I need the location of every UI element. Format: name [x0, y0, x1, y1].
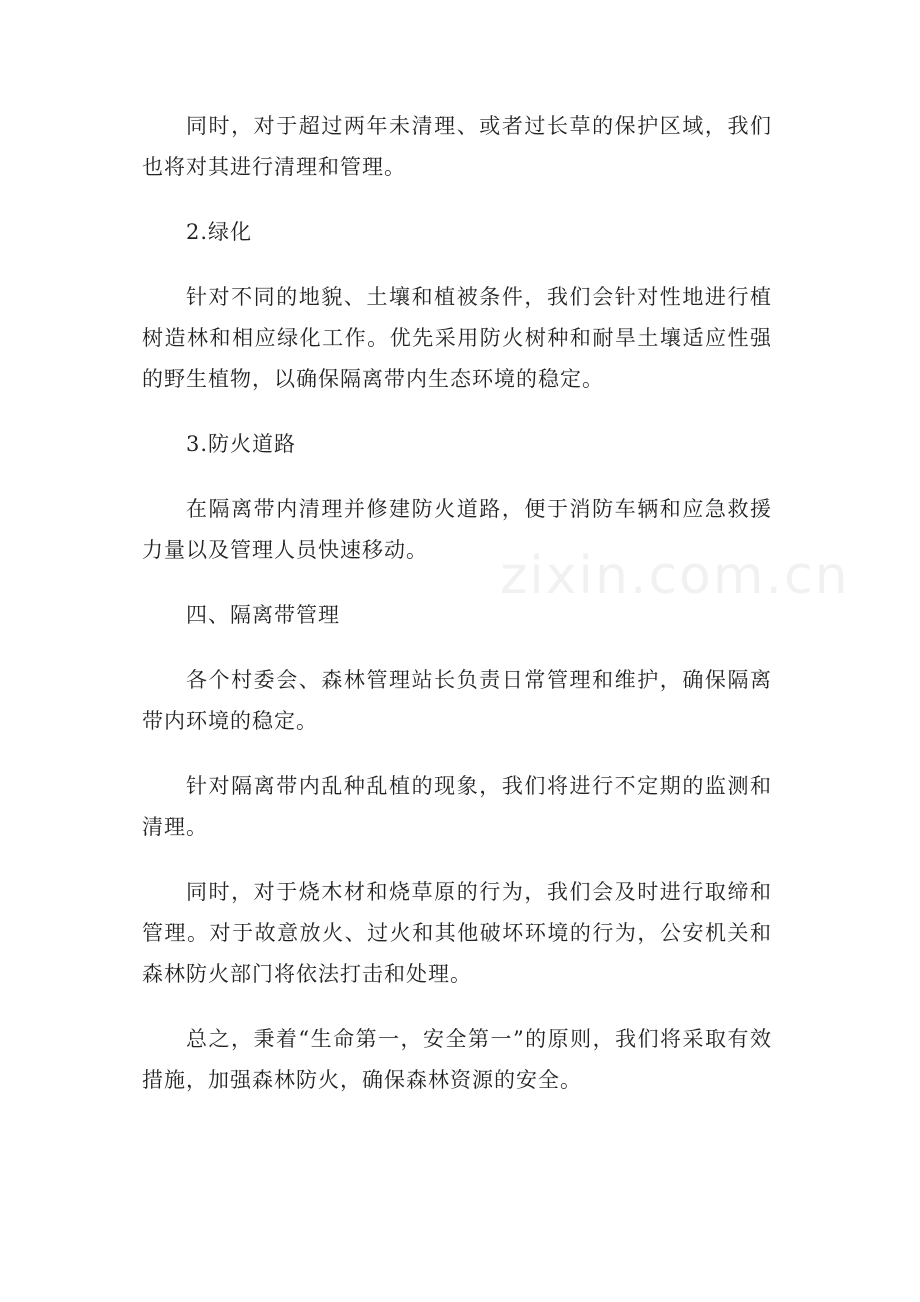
- watermark: zixin.com.cn: [500, 546, 850, 606]
- paragraph-fire-roads: 在隔离带内清理并修建防火道路，便于消防车辆和应急救援力量以及管理人员快速移动。: [142, 497, 772, 562]
- paragraph-conclusion: 总之，秉着“生命第一，安全第一”的原则，我们将采取有效措施，加强森林防火，确保森林资源的安全。: [142, 1027, 772, 1092]
- paragraph-monitoring: 针对隔离带内乱种乱植的现象，我们将进行不定期的监测和清理。: [142, 774, 772, 839]
- paragraph-village-management: 各个村委会、森林管理站长负责日常管理和维护，确保隔离带内环境的稳定。: [142, 668, 772, 733]
- paragraph-greening: 针对不同的地貌、土壤和植被条件，我们会针对性地进行植树造林和相应绿化工作。优先采用防火树种和耐旱土壤适应性强的野生植物，以确保隔离带内生态环境的稳定。: [142, 285, 772, 391]
- paragraph-burning-enforcement: 同时，对于烧木材和烧草原的行为，我们会及时进行取缔和管理。对于故意放火、过火和其他破坏环境的行为，公安机关和森林防火部门将依法打击和处理。: [142, 880, 772, 986]
- section-heading-fire-roads: 3.防火道路: [186, 432, 297, 456]
- section-heading-belt-management: 四、隔离带管理: [186, 603, 340, 627]
- paragraph-cleanup-overgrown: 同时，对于超过两年未清理、或者过长草的保护区域，我们也将对其进行清理和管理。: [142, 114, 772, 179]
- document-body: [142, 106, 772, 1125]
- section-heading-greening: 2.绿化: [186, 220, 253, 244]
